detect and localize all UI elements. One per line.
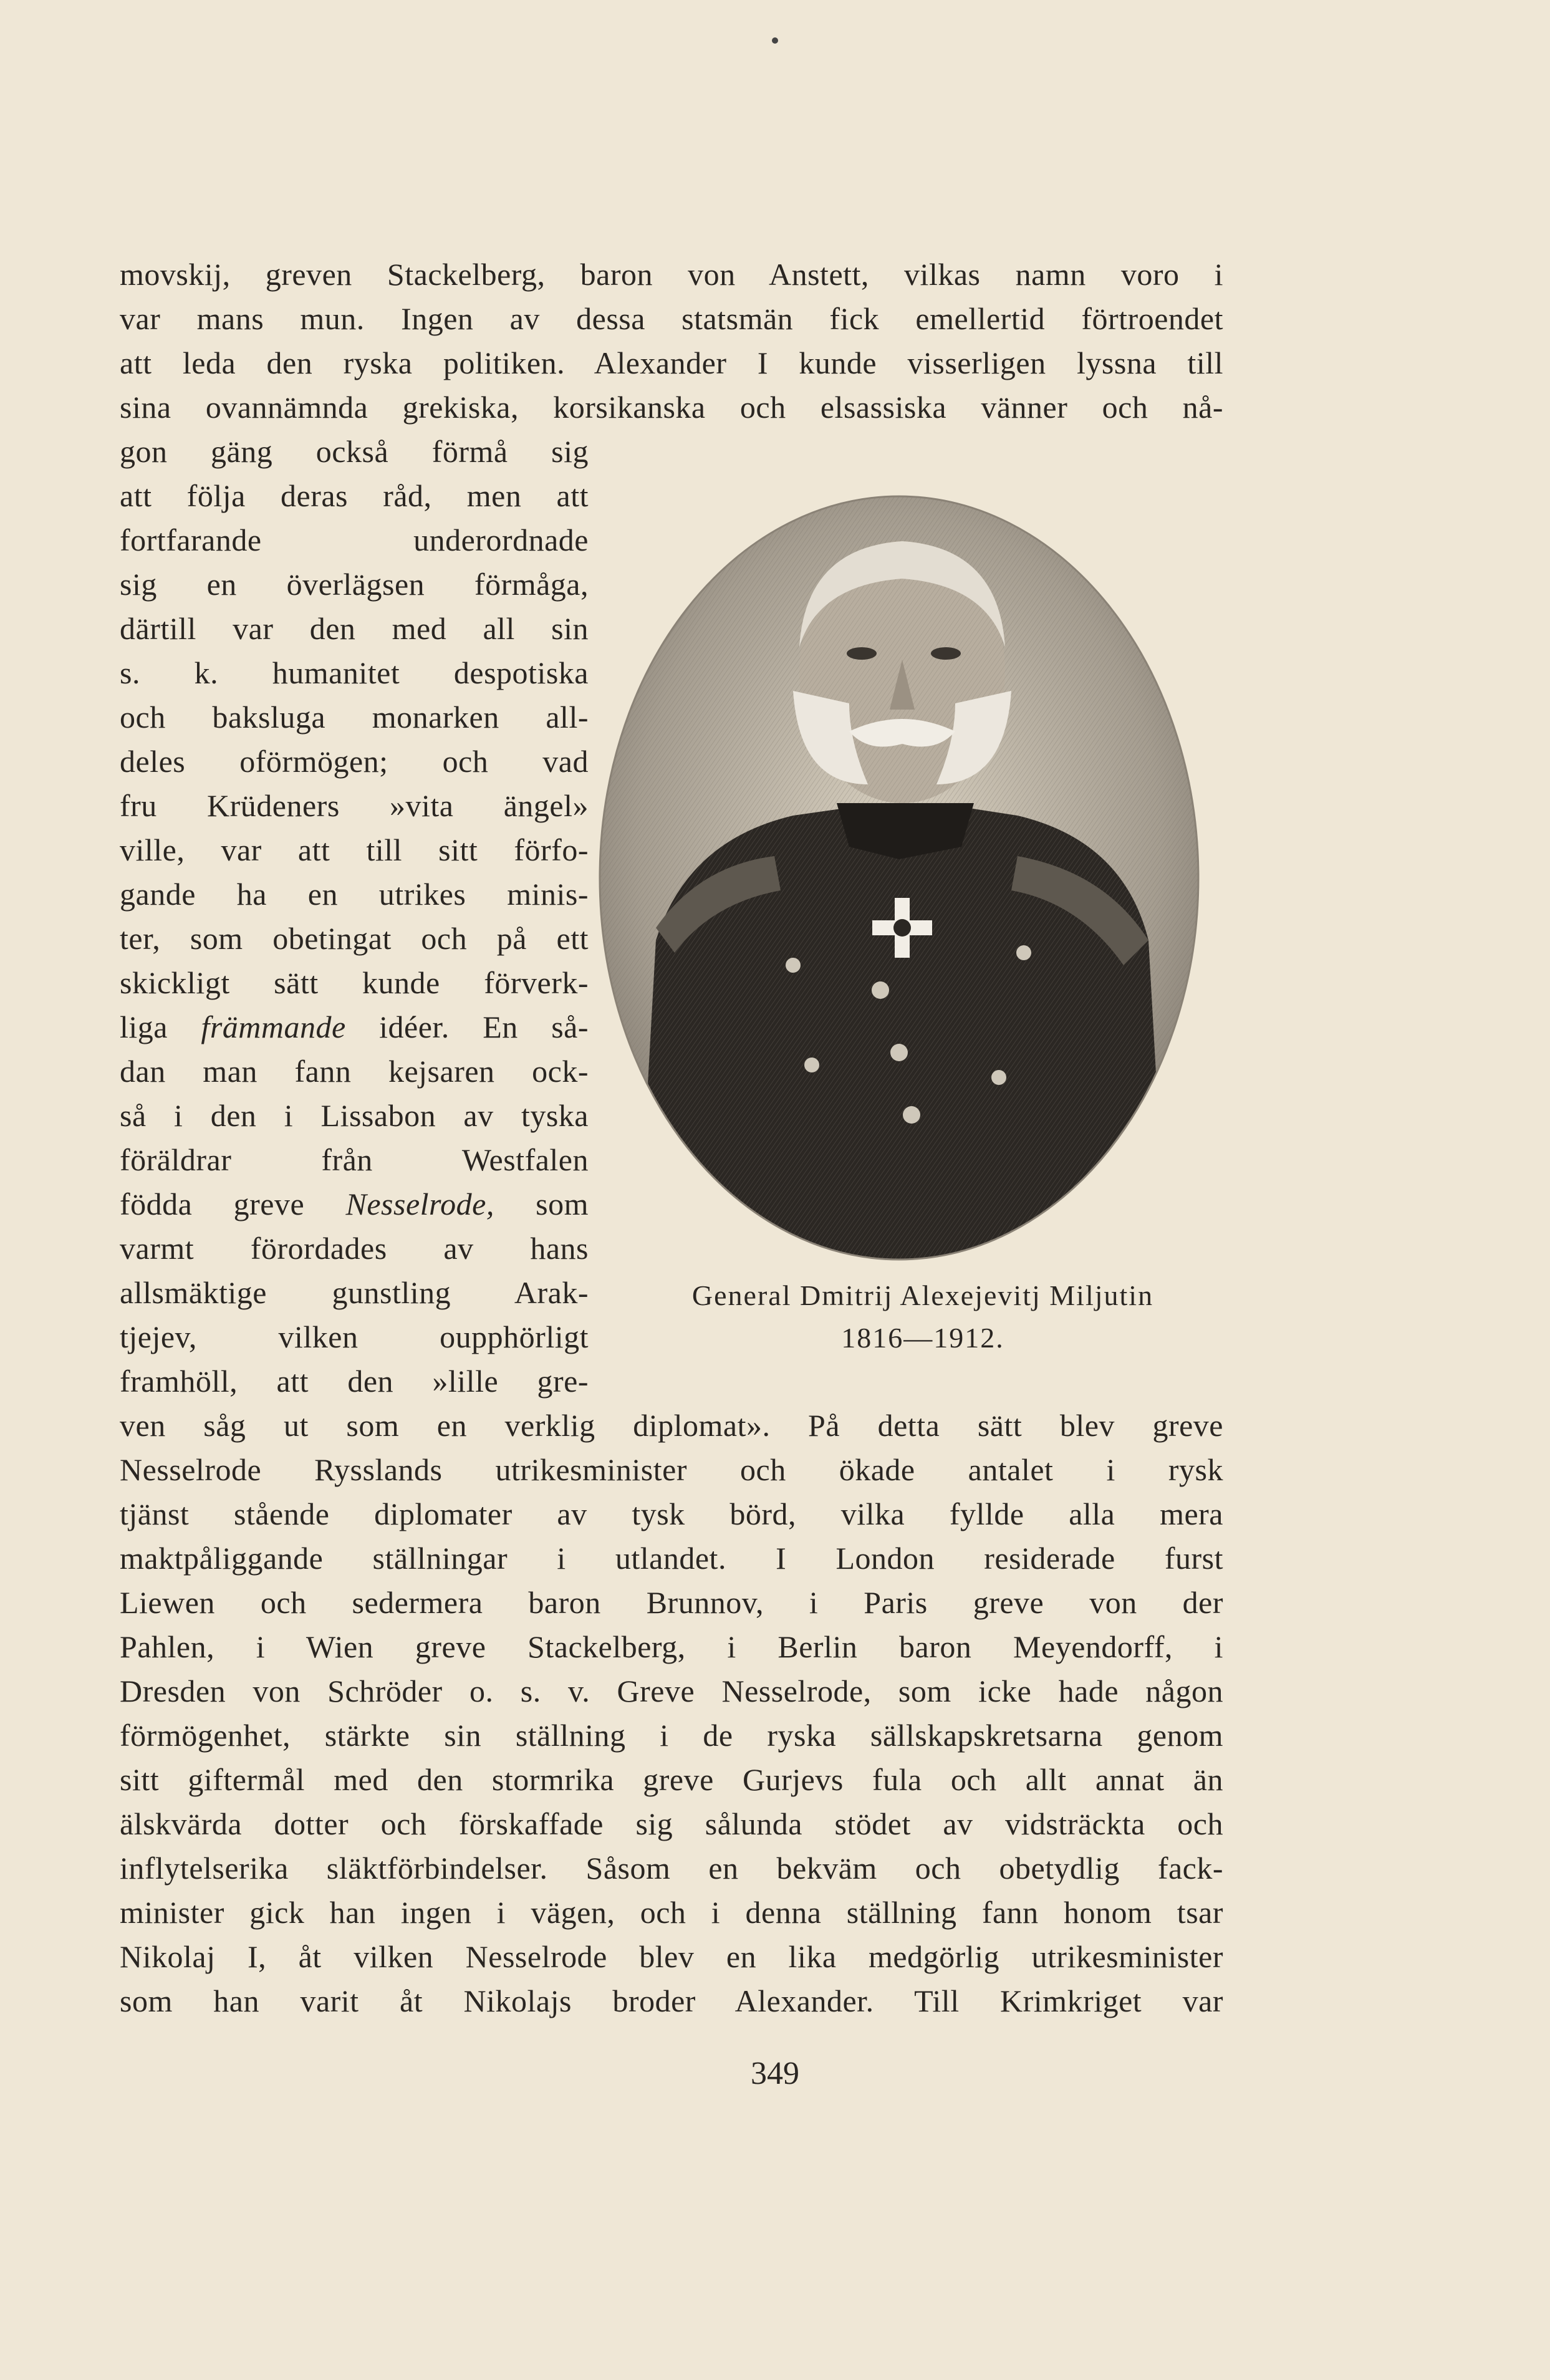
- text-line: tjänst stående diplomater av tysk börd, vilka fyllde alla mera: [120, 1496, 1223, 1531]
- text-line: s. k. humanitet despotiska: [120, 655, 589, 690]
- emphasized-word: främmande: [201, 1009, 346, 1044]
- text-line: maktpåliggande ställningar i utlandet. I London residerade furst: [120, 1541, 1223, 1576]
- text-line: sitt giftermål med den stormrika greve Gurjevs fula och allt annat än: [120, 1762, 1223, 1797]
- text-line: ven såg ut som en verklig diplomat». På detta sätt blev greve: [120, 1408, 1223, 1443]
- figure-caption-dates: 1816—1912.: [841, 1322, 1004, 1354]
- text-line: ville, var att till sitt förfo-: [120, 832, 589, 867]
- text-line: som han varit åt Nikolajs broder Alexander. Till Krimkriget var: [120, 1983, 1223, 2018]
- text-line: varmt förordades av hans: [120, 1231, 589, 1266]
- text-line: Liewen och sedermera baron Brunnov, i Paris greve von der: [120, 1585, 1223, 1620]
- text-line: Pahlen, i Wien greve Stackelberg, i Berlin baron Meyendorff, i: [120, 1629, 1223, 1664]
- text-line: gande ha en utrikes minis-: [120, 877, 589, 912]
- text-line: älskvärda dotter och förskaffade sig sålunda stödet av vidsträckta och: [120, 1806, 1223, 1841]
- text-line: inflytelserika släktförbindelser. Såsom en bekväm och obetydlig fack-: [120, 1851, 1223, 1886]
- text-line: och baksluga monarken all-: [120, 700, 589, 735]
- text-line: fru Krüdeners »vita ängel»: [120, 788, 589, 823]
- text-line: Dresden von Schröder o. s. v. Greve Nesselrode, som icke hade någon: [120, 1674, 1223, 1708]
- text-line: att leda den ryska politiken. Alexander I kunde visserligen lyssna till: [120, 345, 1223, 380]
- text-line: så i den i Lissabon av tyska: [120, 1098, 589, 1133]
- text-line: skickligt sätt kunde förverk-: [120, 965, 589, 1000]
- text-line: förmögenhet, stärkte sin ställning i de ryska sällskapskretsarna genom: [120, 1718, 1223, 1753]
- text-line: ter, som obetingat och på ett: [120, 921, 589, 956]
- text-line: Nesselrode Rysslands utrikesminister och ökade antalet i rysk: [120, 1452, 1223, 1487]
- emphasized-name: Nesselrode,: [345, 1187, 494, 1221]
- text-line: Nikolaj I, åt vilken Nesselrode blev en lika medgörlig utrikesminister: [120, 1939, 1223, 1974]
- text-line: var mans mun. Ingen av dessa statsmän fick emellertid förtroendet: [120, 301, 1223, 336]
- text-line: sina ovannämnda grekiska, korsikanska och elsassiska vänner och nå-: [120, 390, 1223, 425]
- text-line: sig en överlägsen förmåga,: [120, 567, 589, 602]
- text-line: fortfarande underordnade: [120, 523, 589, 557]
- figure-caption-name: General Dmitrij Alexejevitj Miljutin: [691, 1279, 1154, 1311]
- text-line: liga främmande idéer. En så-: [120, 1009, 589, 1044]
- text-line: allsmäktige gunstling Arak-: [120, 1275, 589, 1310]
- page-number: 349: [751, 2056, 799, 2091]
- text-line: att följa deras råd, men att: [120, 478, 589, 513]
- text-line: dan man fann kejsaren ock-: [120, 1054, 589, 1089]
- text-line: gon gäng också förmå sig: [120, 434, 589, 469]
- portrait-engraving: [587, 491, 1210, 1272]
- text-line: därtill var den med all sin: [120, 611, 589, 646]
- text-line: deles oförmögen; och vad: [120, 744, 589, 779]
- text-line: födda greve Nesselrode, som: [120, 1187, 589, 1221]
- text-line: tjejev, vilken oupphörligt: [120, 1319, 589, 1354]
- text-line: movskij, greven Stackelberg, baron von Anstett, vilkas namn voro i: [120, 257, 1223, 292]
- text-line: föräldrar från Westfalen: [120, 1142, 589, 1177]
- text-line: minister gick han ingen i vägen, och i denna ställning fann honom tsar: [120, 1895, 1223, 1930]
- text-line: framhöll, att den »lille gre-: [120, 1364, 589, 1399]
- page-speck: [772, 37, 778, 44]
